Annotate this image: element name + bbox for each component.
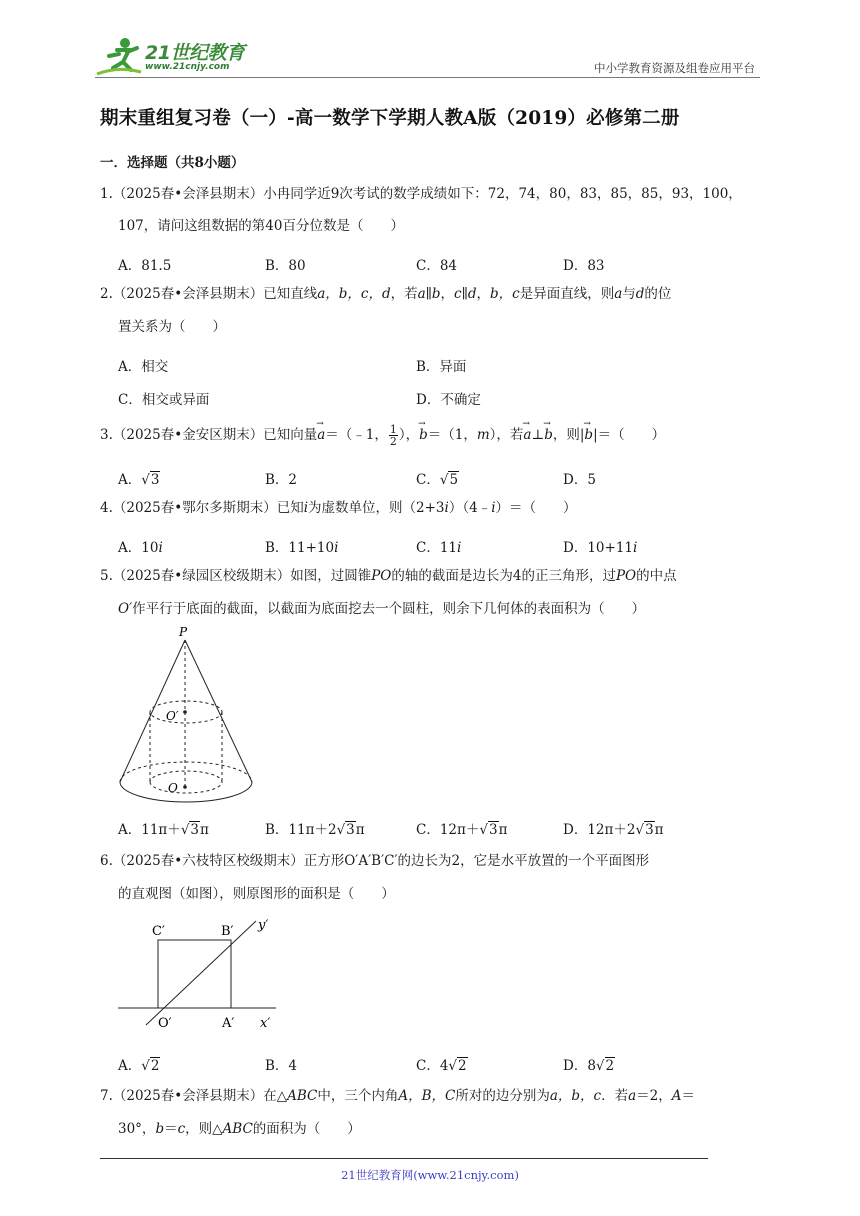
header-platform-text: 中小学教育资源及组卷应用平台 (594, 61, 755, 75)
q3-stem: 3.（2025春•金安区期末）已知向量→ a＝（﹣1， $\frac{1}{2}$ ），→ b＝（1，m），若→ a⊥→ b，则|→ b|＝（ ） (100, 424, 665, 447)
q4-option-d[interactable]: D．10+11i (563, 540, 638, 556)
q6-stem-line2: 的直观图（如图），则原图形的面积是（ ） (118, 886, 395, 902)
q1-option-a[interactable]: A．81.5 (118, 258, 172, 274)
q5-option-a[interactable]: A．11π＋√3π (118, 822, 209, 838)
label-y-prime: y′ (258, 918, 269, 933)
logo-brand-text: 21世纪教育 (145, 42, 245, 64)
q4-option-a[interactable]: A．10i (118, 540, 163, 556)
q5-stem-line2: O′作平行于底面的截面，以截面为底面挖去一个圆柱，则余下几何体的表面积为（ ） (118, 601, 646, 617)
label-O-prime: O′ (166, 709, 179, 723)
q1-stem-line1: 1.（2025春•会泽县期末）小冉同学近9次考试的数学成绩如下：72，74，80，83，85，85，93，100， (100, 186, 742, 202)
q4-stem: 4.（2025春•鄂尔多斯期末）已知i为虚数单位，则（2+3i）（4﹣i）＝（ ） (100, 500, 577, 516)
q7-stem-line2: 30°，b＝c，则△ABC的面积为（ ） (118, 1121, 361, 1137)
label-C-prime: C′ (152, 924, 165, 939)
q1-option-c[interactable]: C．84 (416, 258, 458, 274)
q4-option-b[interactable]: B．11+10i (265, 540, 339, 556)
cone-figure (112, 624, 262, 810)
label-A-prime: A′ (222, 1016, 235, 1031)
label-O-prime: O′ (158, 1016, 172, 1031)
header-divider (95, 77, 760, 78)
cone-base-back (120, 762, 252, 782)
q5-option-b[interactable]: B．11π＋2√3π (265, 822, 365, 838)
square-figure (116, 915, 282, 1035)
q5-option-d[interactable]: D．12π＋2√3π (563, 822, 664, 838)
q1-option-b[interactable]: B．80 (265, 258, 306, 274)
q3-option-d[interactable]: D．5 (563, 472, 596, 488)
section-heading: 一．选择题（共8小题） (100, 155, 245, 171)
label-P: P (179, 625, 188, 639)
q6-option-c[interactable]: C．4√2 (416, 1058, 467, 1074)
label-B-prime: B′ (221, 924, 234, 939)
q2-option-c[interactable]: C．相交或异面 (118, 392, 210, 408)
q2-option-b[interactable]: B．异面 (416, 359, 467, 375)
square-OABC (158, 940, 231, 1008)
q3-option-a[interactable]: A．√3 (118, 472, 160, 488)
q6-stem-line1: 6.（2025春•六枝特区校级期末）正方形O′A′B′C′的边长为2，它是水平放置的一个平面图形 (100, 853, 650, 869)
fraction-one-half: $\frac{1}{2}$ (389, 423, 397, 448)
runner-icon (95, 36, 143, 80)
q2-option-a[interactable]: A．相交 (118, 359, 169, 375)
q6-option-b[interactable]: B．4 (265, 1058, 298, 1074)
footer-link[interactable]: 21世纪教育网(www.21cnjy.com) (341, 1168, 519, 1182)
cone-right-edge (185, 640, 252, 782)
q2-stem-line2: 置关系为（ ） (118, 319, 226, 335)
q1-stem-line2: 107，请问这组数据的第40百分位数是（ ） (118, 218, 404, 234)
q2-stem-line1: 2.（2025春•会泽县期末）已知直线a，b，c，d，若a∥b，c∥d，b，c是异面直线，则a与d的位 (100, 286, 672, 302)
site-logo (95, 36, 255, 80)
q6-option-a[interactable]: A．√2 (118, 1058, 160, 1074)
q5-stem-line1: 5.（2025春•绿园区校级期末）如图，过圆锥PO的轴的截面是边长为4的正三角形，过PO的中点 (100, 568, 677, 584)
footer-divider (100, 1158, 708, 1159)
label-O: O (168, 781, 178, 795)
label-x-prime: x′ (260, 1016, 271, 1031)
q7-stem-line1: 7.（2025春•会泽县期末）在△ABC中，三个内角A，B，C所对的边分别为a，b，c．若a＝2，A＝ (100, 1088, 696, 1104)
q1-option-d[interactable]: D．83 (563, 258, 605, 274)
q3-option-b[interactable]: B．2 (265, 472, 298, 488)
q5-option-c[interactable]: C．12π＋√3π (416, 822, 508, 838)
q2-option-d[interactable]: D．不确定 (416, 392, 481, 408)
cone-base-front (120, 782, 252, 802)
page-title: 期末重组复习卷（一）-高一数学下学期人教A版（2019）必修第二册 (100, 108, 680, 129)
q6-option-d[interactable]: D．8√2 (563, 1058, 615, 1074)
q3-option-c[interactable]: C．√5 (416, 472, 459, 488)
cylinder-bottom (150, 771, 222, 793)
logo-url-text: www.21cnjy.com (145, 62, 230, 72)
q4-option-c[interactable]: C．11i (416, 540, 462, 556)
